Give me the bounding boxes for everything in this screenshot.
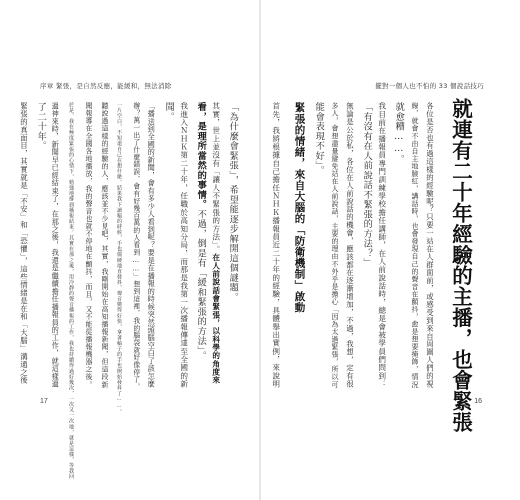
body-line-mixed xyxy=(212,102,220,384)
body-line: 就愈糟……。 xyxy=(393,102,405,165)
body-line: 各位是否也有過這樣的經驗呢？只要一站在人群面前，或感受到來自周圍人們的視 xyxy=(425,102,435,388)
body-line: 「播送到全國的新聞，會有多少人看到呢？要是在播報的時候突然頭腦空白了該怎麼 xyxy=(147,102,157,389)
running-header-right: 擺對一個人也不怕的 33 個說話技巧 xyxy=(375,82,484,90)
body-line: 過神來時，新聞早已經結束了，在那之後，我還是繼續擔任播報員的工作，就這樣過 xyxy=(51,102,61,389)
body-line: 了二十年。 xyxy=(35,102,47,151)
section-heading: 緊張的情緒，來自大腦的「防衛機制」啟動 xyxy=(293,102,306,313)
body-line: 「有沒有在人前說話不緊張的方法？」 xyxy=(361,102,373,268)
body-text: 不過，倒是有「緩和緊張的方法」。 xyxy=(195,209,207,361)
body-line: 線，就會不由自主地臉紅，講話時，也會發現自己的聲音在顫抖，愈是想要掩飾，情況 xyxy=(409,102,418,389)
body-line: 辦？萬一出了什麼錯誤，會有好幾百萬的人看到……」想到這裡，我的腦袋就好像停了， xyxy=(131,102,140,391)
body-line: 於是，我在極度緊張的心情下，勉強地撐到播報結束。其實在那之後，用冷靜的聲音播報的工作，我也持續得過好幾次，一次又一次地，就是這樣，等我回 xyxy=(68,102,74,480)
emphasis-text: 看，是理所當然的事情。 xyxy=(195,102,207,210)
body-line: 一片空白，不知道自己在想什麼。結果我下讀稿的時候，手也僵硬地直發抖，聲音變得好快，拿著稿子的手也開始發抖了……。 xyxy=(116,102,122,415)
body-line: 無論是公於私，各位在人前說話的機會，應該都在逐漸增加，不過，我想，定有很 xyxy=(345,102,355,388)
body-line: 「為什麼會緊張」，希望能逐步解開這個謎題。 xyxy=(227,102,239,303)
page-gutter xyxy=(259,0,261,500)
page-number-right: 16 xyxy=(474,398,482,405)
body-line: 聞。 xyxy=(163,102,175,122)
body-line: 我進入ＮＨＫ第二十年，任職於高知分局，而那是我第一次播報傳達至全國的新 xyxy=(179,102,189,388)
page-number-left: 17 xyxy=(40,398,48,405)
body-line: 聽說過這樣的經驗的人，應該並不少見吧，其實，我剛開始在高知播報新聞，但這段新 xyxy=(99,102,108,389)
body-line: 緊張的真面目，其實就是「不安」和「恐懼」，這些情緒是在和「大腦」溝通之後 xyxy=(19,102,29,385)
body-line: 聞報導在全國各地播放，我的聲音也就不停地在顫抖，而且，又不能從播報機器之後。 xyxy=(83,102,92,389)
emphasis-text: 在人前說話會緊張，以科學的角度來 xyxy=(211,253,221,385)
chapter-title: 就連有二十年經驗的主播，也會緊張 xyxy=(448,98,473,433)
body-line: 能會表現不好」。 xyxy=(313,102,325,176)
body-line: 多人，會想盡量避免站在人前說話，主要的理由不外乎是擔心「因為太過緊張，所以可 xyxy=(329,102,338,389)
running-header-left: 序章 緊張，是自然反應，能緩和，無法消除 xyxy=(40,82,172,90)
body-line: 我目前在播報員專門訓練學校擔任講師，在人前說話時，總是會被學員們問到： xyxy=(377,102,387,388)
body-line: 首先，我將根據自己擔任ＮＨＫ播報員近二十年的經驗，具體舉出實例，來說明 xyxy=(271,102,281,388)
body-line-mixed xyxy=(196,102,205,361)
body-text: 其實，世上並沒有「讓人不緊張的方法」。 xyxy=(211,102,221,254)
